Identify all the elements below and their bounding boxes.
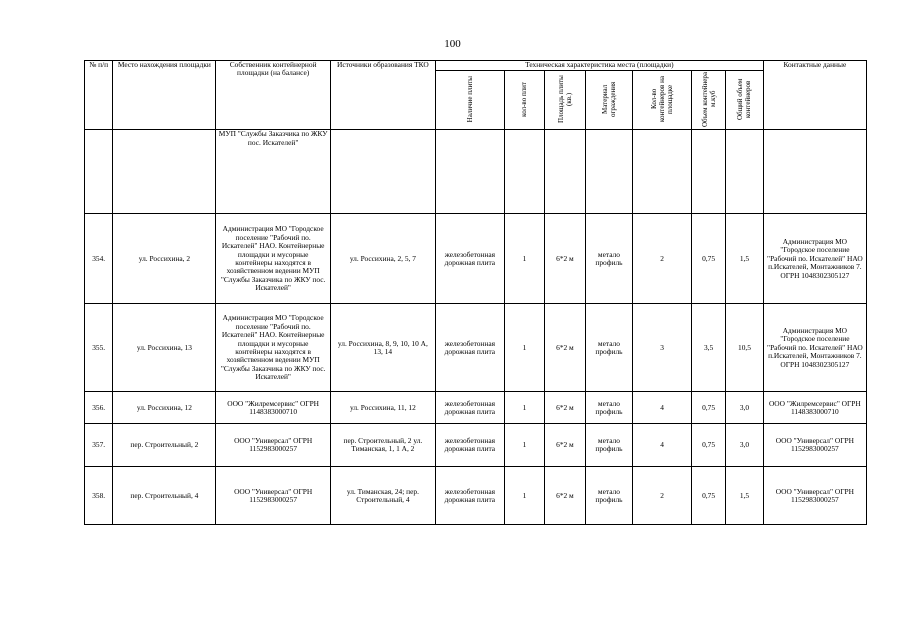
cell-fence: метало профиль (585, 304, 633, 392)
cell-plate: железобетонная дорожная плита (435, 392, 504, 424)
cell-containers: 4 (633, 424, 692, 467)
table-row (85, 424, 867, 467)
table-row (85, 467, 867, 525)
header-owner: Собственник контейнерной площадки (на балансе) (216, 61, 330, 130)
cell-total-volume: 3,0 (726, 392, 763, 424)
table-header (85, 61, 867, 130)
cell-contacts: ООО "Универсал" ОГРН 1152983000257 (763, 467, 866, 525)
registry-table (84, 60, 867, 525)
cell-fence: метало профиль (585, 392, 633, 424)
cell-owner: МУП "Службы Заказчика по ЖКУ пос. Искателей" (216, 130, 330, 214)
page-number: 100 (444, 38, 461, 50)
cell-total-volume: 3,0 (726, 424, 763, 467)
cell-sources: ул. Россихина, 11, 12 (330, 392, 435, 424)
cell-num: 357. (85, 424, 113, 467)
cell-containers: 2 (633, 214, 692, 304)
table-row (85, 392, 867, 424)
cell-num (85, 130, 113, 214)
cell-volume: 0,75 (691, 467, 725, 525)
cell-plates-count: 1 (504, 304, 544, 392)
cell-area: 6*2 м (545, 304, 585, 392)
cell-sources: пер. Строительный, 2 ул. Тиманская, 1, 1 А, 2 (330, 424, 435, 467)
cell-contacts: ООО "Жилремсервис" ОГРН 1148383000710 (763, 392, 866, 424)
cell-area: 6*2 м (545, 467, 585, 525)
cell-area: 6*2 м (545, 392, 585, 424)
header-num: № п/п (85, 61, 113, 130)
cell-contacts (763, 130, 866, 214)
cell-plate: железобетонная дорожная плита (435, 424, 504, 467)
cell-plate: железобетонная дорожная плита (435, 214, 504, 304)
cell-area: 6*2 м (545, 214, 585, 304)
cell-plates-count: 1 (504, 392, 544, 424)
cell-area: 6*2 м (545, 424, 585, 467)
cell-plates-count: 1 (504, 214, 544, 304)
cell-containers: 4 (633, 392, 692, 424)
cell-num: 358. (85, 467, 113, 525)
header-contacts: Контактные данные (763, 61, 866, 130)
cell-total-volume: 1,5 (726, 214, 763, 304)
header-total-volume: Общий объем контейнеров (726, 71, 763, 130)
cell-num: 356. (85, 392, 113, 424)
cell-num: 354. (85, 214, 113, 304)
cell-owner: ООО "Универсал" ОГРН 1152983000257 (216, 467, 330, 525)
cell-sources (330, 130, 435, 214)
table-row (85, 304, 867, 392)
cell-place: ул. Россихина, 13 (113, 304, 216, 392)
cell-fence (585, 130, 633, 214)
header-plates-count: кол-во плит (504, 71, 544, 130)
cell-total-volume: 10,5 (726, 304, 763, 392)
cell-volume: 0,75 (691, 392, 725, 424)
cell-total-volume: 1,5 (726, 467, 763, 525)
cell-owner: ООО "Универсал" ОГРН 1152983000257 (216, 424, 330, 467)
cell-sources: ул. Россихина, 8, 9, 10, 10 А, 13, 14 (330, 304, 435, 392)
header-place: Место нахождения площадки (113, 61, 216, 130)
cell-contacts: Администрация МО "Городское поселение "Рабочий по. Искателей" НАО п.Искателей, Монтажников 7. ОГРН 1048302305127 (763, 304, 866, 392)
cell-containers (633, 130, 692, 214)
header-sources: Источники образования ТКО (330, 61, 435, 130)
cell-place: пер. Строительный, 2 (113, 424, 216, 467)
cell-plate: железобетонная дорожная плита (435, 467, 504, 525)
header-fence: Материал ограждения (585, 71, 633, 130)
header-area: Площадь плиты (кв.) (545, 71, 585, 130)
cell-total-volume (726, 130, 763, 214)
cell-contacts: ООО "Универсал" ОГРН 1152983000257 (763, 424, 866, 467)
cell-sources: ул. Россихина, 2, 5, 7 (330, 214, 435, 304)
cell-num: 355. (85, 304, 113, 392)
cell-containers: 2 (633, 467, 692, 525)
cell-sources: ул. Тиманская, 24; пер. Строительный, 4 (330, 467, 435, 525)
header-plate: Наличие плиты (435, 71, 504, 130)
table-row (85, 214, 867, 304)
cell-place (113, 130, 216, 214)
cell-place: ул. Россихина, 2 (113, 214, 216, 304)
cell-containers: 3 (633, 304, 692, 392)
cell-plates-count: 1 (504, 424, 544, 467)
cell-plate (435, 130, 504, 214)
cell-fence: метало профиль (585, 214, 633, 304)
cell-place: пер. Строительный, 4 (113, 467, 216, 525)
cell-contacts: Администрация МО "Городское поселение "Рабочий по. Искателей" НАО п.Искателей, Монтажников 7. ОГРН 1048302305127 (763, 214, 866, 304)
header-volume: Объем контейнера м.куб (691, 71, 725, 130)
cell-owner: ООО "Жилремсервис" ОГРН 1148383000710 (216, 392, 330, 424)
cell-plates-count (504, 130, 544, 214)
header-containers: Кол-во контейнеров на площадке (633, 71, 692, 130)
cell-owner: Администрация МО "Городское поселение "Рабочий по. Искателей" НАО. Контейнерные площадки и мусорные контейнеры находятся в хозяйственном ведении МУП "Службы Заказчика по ЖКУ пос. Искателей" (216, 214, 330, 304)
cell-volume: 0,75 (691, 214, 725, 304)
cell-place: ул. Россихина, 12 (113, 392, 216, 424)
cell-volume (691, 130, 725, 214)
cell-volume: 0,75 (691, 424, 725, 467)
table-row-continuation (85, 130, 867, 214)
cell-volume: 3,5 (691, 304, 725, 392)
cell-fence: метало профиль (585, 424, 633, 467)
cell-owner: Администрация МО "Городское поселение "Рабочий по. Искателей" НАО. Контейнерные площадки и мусорные контейнеры находятся в хозяйственном ведении МУП "Службы Заказчика по ЖКУ пос. Искателей" (216, 304, 330, 392)
cell-plate: железобетонная дорожная плита (435, 304, 504, 392)
cell-fence: метало профиль (585, 467, 633, 525)
cell-area (545, 130, 585, 214)
cell-plates-count: 1 (504, 467, 544, 525)
header-tech: Техническая характеристика места (площадки) (435, 61, 763, 71)
